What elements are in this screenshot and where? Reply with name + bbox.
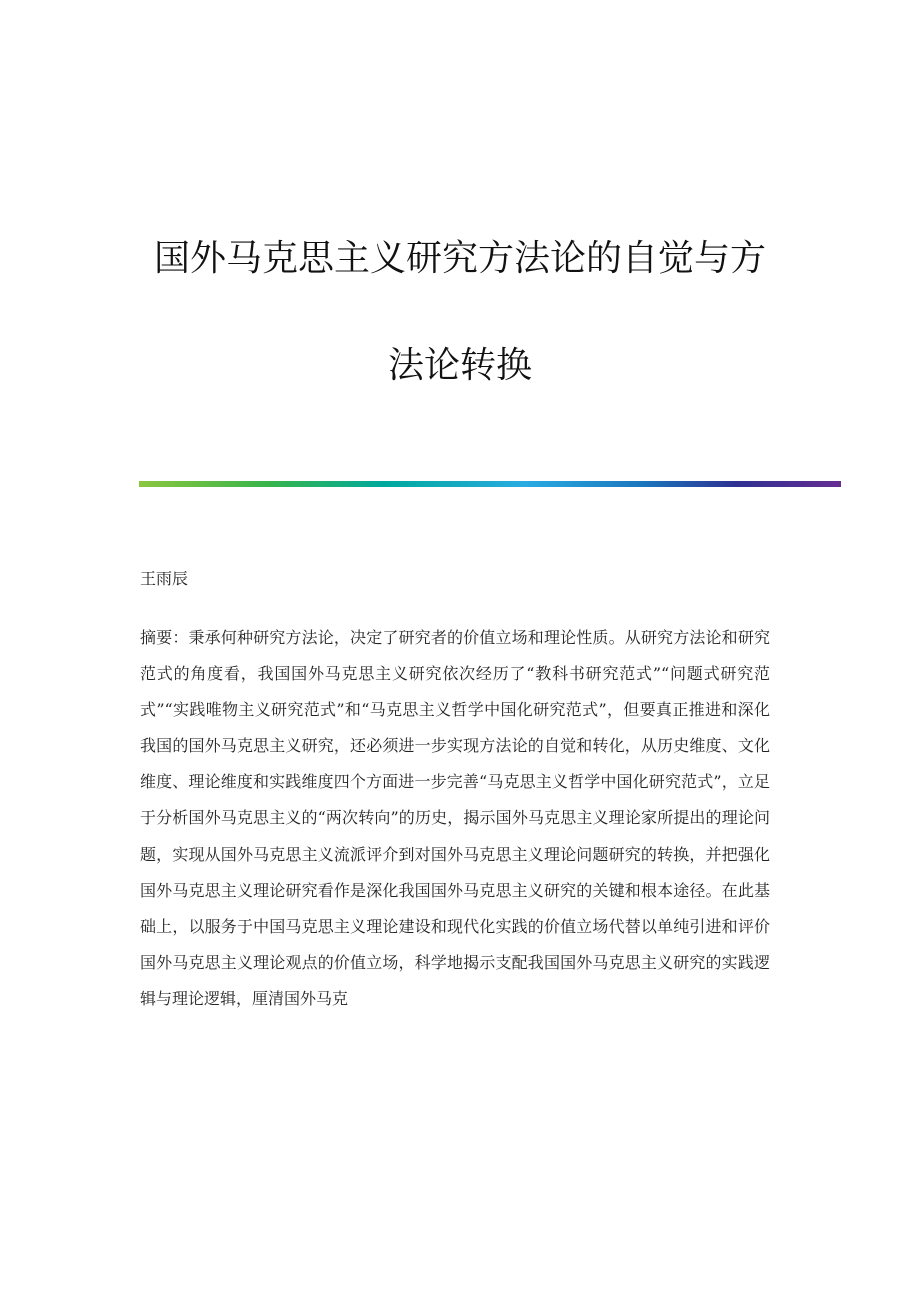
document-title: 国外马克思主义研究方法论的自觉与方法论转换 <box>153 238 766 386</box>
gradient-divider <box>139 481 841 487</box>
author-name: 王雨辰 <box>140 569 189 588</box>
abstract-paragraph: 摘要：秉承何种研究方法论，决定了研究者的价值立场和理论性质。从研究方法论和研究范式的角度看，我国国外马克思主义研究依次经历了“教科书研究范式”“问题式研究范式”“实践唯物主义研究范式”和“马克思主义哲学中国化研究范式”，但要真正推进和深化我国的国外马克思主义研究，还必须进一步实现方法论的自觉和转化，从历史维度、文化维度、理论维度和实践维度四个方面进一步完善“马克思主义哲学中国化研究范式”，立足于分析国外马克思主义的“两次转向”的历史，揭示国外马克思主义理论家所提出的理论问题，实现从国外马克思主义流派评介到对国外马克思主义理论问题研究的转换，并把强化国外马克思主义理论研究看作是深化我国国外马克思主义研究的关键和根本途径。在此基础上，以服务于中国马克思主义理论建设和现代化实践的价值立场代替以单纯引进和评价国外马克思主义理论观点的价值立场，科学地揭示支配我国国外马克思主义研究的实践逻辑与理论逻辑，厘清国外马克 <box>140 628 770 1008</box>
